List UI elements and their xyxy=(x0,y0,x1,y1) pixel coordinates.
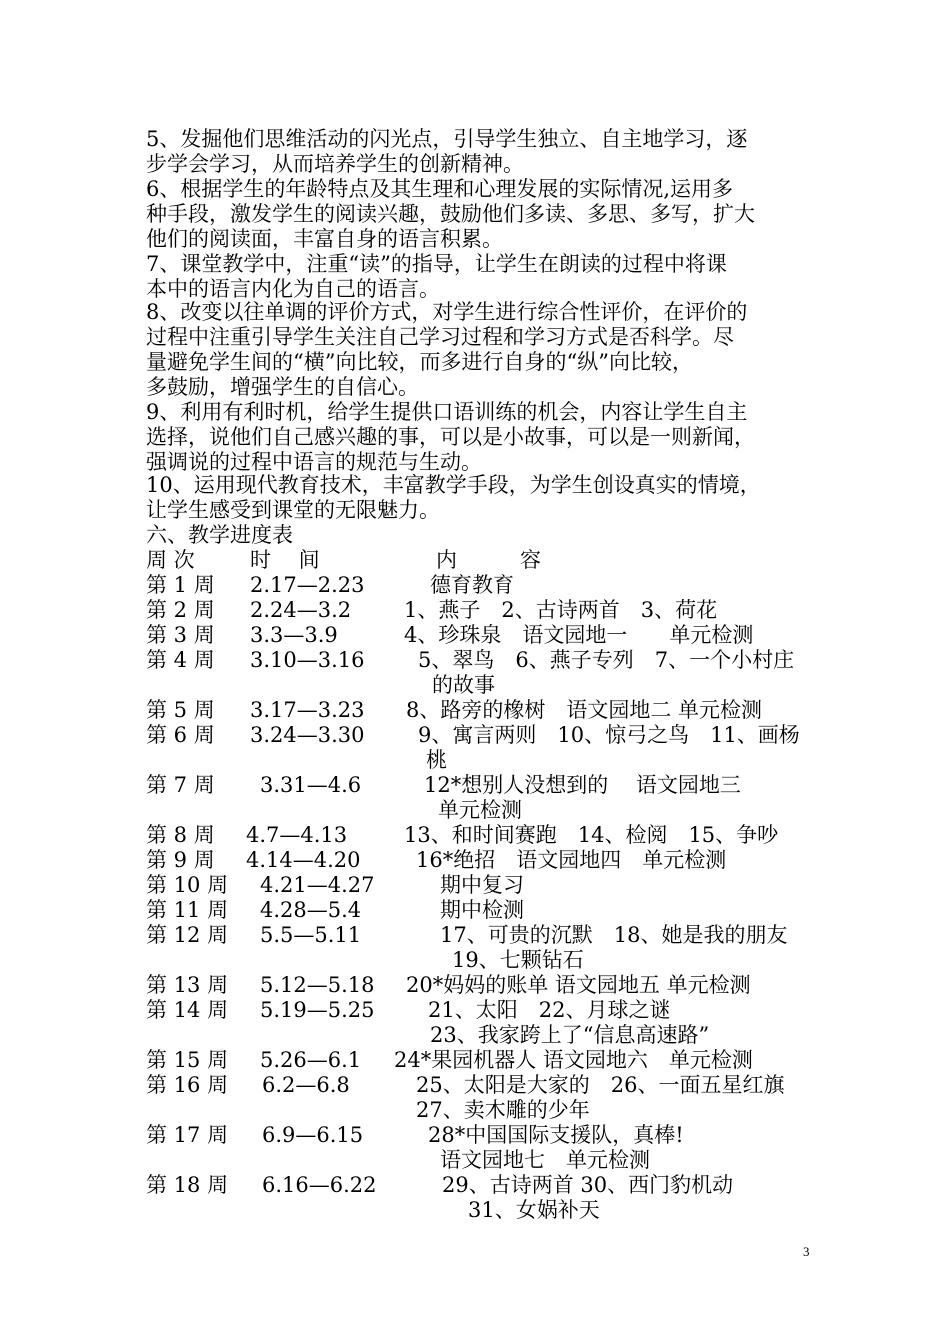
content-cell: 期中复习 xyxy=(440,873,524,897)
text-line: 多鼓励，增强学生的自信心。 xyxy=(146,375,419,399)
paragraph-9 xyxy=(146,400,810,475)
content-line: 19、七颗钻石 xyxy=(452,948,584,972)
time-cell: 5.19—5.25 xyxy=(260,998,375,1022)
content-line: 28*中国国际支援队，真棒! xyxy=(428,1123,684,1147)
week-cell: 第 1 周 xyxy=(146,573,215,597)
schedule-row xyxy=(146,723,826,773)
week-cell: 第 15 周 xyxy=(146,1048,229,1072)
text-line: 量避免学生间的“横”向比较，而多进行自身的“纵”向比较， xyxy=(146,350,693,374)
text-line: 种手段，激发学生的阅读兴趣，鼓励他们多读、多思、多写，扩大 xyxy=(146,202,755,226)
schedule-row xyxy=(146,648,826,698)
schedule-row xyxy=(146,1173,826,1223)
content-line: 31、女娲补天 xyxy=(468,1198,600,1222)
schedule-row xyxy=(146,773,826,823)
content-cell xyxy=(418,648,794,698)
content-cell: 8、路旁的橡树 语文园地二 单元检测 xyxy=(406,698,763,722)
content-line: 单元检测 xyxy=(438,798,522,822)
week-cell: 第 3 周 xyxy=(146,623,215,647)
week-cell: 第 7 周 xyxy=(146,773,215,797)
week-cell: 第 4 周 xyxy=(146,648,215,672)
header-content: 内 容 xyxy=(436,548,541,572)
paragraph-5 xyxy=(146,127,810,177)
week-cell: 第 11 周 xyxy=(146,898,229,922)
schedule-row xyxy=(146,1048,826,1073)
content-line: 21、太阳 22、月球之谜 xyxy=(428,998,671,1022)
content-cell: 期中检测 xyxy=(440,898,524,922)
header-week: 周 次 xyxy=(146,548,195,572)
content-line: 桃 xyxy=(426,748,447,772)
time-cell: 3.24—3.30 xyxy=(250,723,365,747)
schedule-row xyxy=(146,873,826,898)
text-line: 10、运用现代教育技术，丰富教学手段，为学生创设真实的情境， xyxy=(146,473,761,497)
paragraph-7 xyxy=(146,252,810,302)
time-cell: 3.31—4.6 xyxy=(260,773,362,797)
time-cell: 5.12—5.18 xyxy=(260,973,375,997)
text-line: 7、课堂教学中，注重“读”的指导，让学生在朗读的过程中将课 xyxy=(146,252,727,276)
schedule-row xyxy=(146,923,826,973)
content-line: 9、寓言两则 10、惊弓之鸟 11、画杨 xyxy=(418,723,800,747)
schedule-row xyxy=(146,973,826,998)
time-cell: 4.7—4.13 xyxy=(246,823,348,847)
content-line: 29、古诗两首 30、西门豹机动 xyxy=(442,1173,734,1197)
week-cell: 第 16 周 xyxy=(146,1073,229,1097)
content-cell xyxy=(442,1173,733,1223)
schedule-row xyxy=(146,848,826,873)
time-cell: 2.24—3.2 xyxy=(250,598,352,622)
text-line: 8、改变以往单调的评价方式，对学生进行综合性评价，在评价的 xyxy=(146,300,748,324)
text-line: 强调说的过程中语言的规范与生动。 xyxy=(146,450,482,474)
content-cell: 20*妈妈的账单 语文园地五 单元检测 xyxy=(406,973,751,997)
time-cell: 2.17—2.23 xyxy=(250,573,365,597)
content-line: 的故事 xyxy=(432,673,495,697)
text-line: 6、根据学生的年龄特点及其生理和心理发展的实际情况,运用多 xyxy=(146,177,734,201)
time-cell: 3.3—3.9 xyxy=(250,623,338,647)
week-cell: 第 18 周 xyxy=(146,1173,229,1197)
schedule-row xyxy=(146,573,826,598)
paragraph-6 xyxy=(146,177,810,252)
page-number: 3 xyxy=(803,1244,810,1259)
time-cell: 4.14—4.20 xyxy=(246,848,361,872)
schedule-row xyxy=(146,823,826,848)
text-line: 他们的阅读面，丰富自身的语言积累。 xyxy=(146,227,503,251)
time-cell: 6.9—6.15 xyxy=(262,1123,364,1147)
header-time: 时 间 xyxy=(250,548,320,572)
time-cell: 3.10—3.16 xyxy=(250,648,365,672)
content-line: 5、翠鸟 6、燕子专列 7、一个小村庄 xyxy=(418,648,795,672)
schedule-row xyxy=(146,1123,826,1173)
paragraph-8 xyxy=(146,300,810,400)
text-line: 步学会学习，从而培养学生的创新精神。 xyxy=(146,152,524,176)
content-cell: 16*绝招 语文园地四 单元检测 xyxy=(416,848,727,872)
time-cell: 3.17—3.23 xyxy=(250,698,365,722)
text-line: 9、利用有利时机，给学生提供口语训练的机会，内容让学生自主 xyxy=(146,400,748,424)
content-cell xyxy=(416,1073,784,1123)
schedule-row xyxy=(146,598,826,623)
schedule-row xyxy=(146,998,826,1048)
time-cell: 6.2—6.8 xyxy=(262,1073,350,1097)
content-cell xyxy=(428,1123,684,1173)
time-cell: 6.16—6.22 xyxy=(262,1173,377,1197)
text-line: 5、发掘他们思维活动的闪光点，引导学生独立、自主地学习，逐 xyxy=(146,127,748,151)
text-line: 过程中注重引导学生关注自己学习过程和学习方式是否科学。尽 xyxy=(146,325,734,349)
week-cell: 第 2 周 xyxy=(146,598,215,622)
content-cell: 4、珍珠泉 语文园地一 单元检测 xyxy=(404,623,754,647)
text-line: 本中的语言内化为自己的语言。 xyxy=(146,277,440,301)
section-heading: 六、教学进度表 xyxy=(146,523,293,547)
content-cell: 德育教育 xyxy=(430,573,514,597)
text-line: 选择，说他们自己感兴趣的事，可以是小故事，可以是一则新闻， xyxy=(146,425,755,449)
text-line: 让学生感受到课堂的无限魅力。 xyxy=(146,498,440,522)
week-cell: 第 6 周 xyxy=(146,723,215,747)
time-cell: 5.5—5.11 xyxy=(260,923,362,947)
content-line: 27、卖木雕的少年 xyxy=(416,1098,590,1122)
content-cell xyxy=(440,923,787,973)
week-cell: 第 8 周 xyxy=(146,823,215,847)
schedule-row xyxy=(146,698,826,723)
week-cell: 第 14 周 xyxy=(146,998,229,1022)
week-cell: 第 9 周 xyxy=(146,848,215,872)
content-cell xyxy=(418,723,800,773)
week-cell: 第 10 周 xyxy=(146,873,229,897)
content-cell xyxy=(420,998,709,1048)
schedule-table xyxy=(146,548,826,1223)
content-cell: 24*果园机器人 语文园地六 单元检测 xyxy=(394,1048,753,1072)
content-line: 语文园地七 单元检测 xyxy=(440,1148,650,1172)
schedule-header-row xyxy=(146,548,826,573)
content-cell: 13、和时间赛跑 14、检阅 15、争吵 xyxy=(404,823,779,847)
week-cell: 第 5 周 xyxy=(146,698,215,722)
content-cell xyxy=(424,773,741,823)
schedule-row xyxy=(146,1073,826,1123)
content-line: 23、我家跨上了“信息高速路” xyxy=(430,1023,710,1047)
paragraph-10 xyxy=(146,473,810,523)
time-cell: 4.28—5.4 xyxy=(260,898,362,922)
week-cell: 第 17 周 xyxy=(146,1123,229,1147)
schedule-row xyxy=(146,623,826,648)
week-cell: 第 12 周 xyxy=(146,923,229,947)
time-cell: 5.26—6.1 xyxy=(260,1048,362,1072)
content-line: 25、太阳是大家的 26、一面五星红旗 xyxy=(416,1073,785,1097)
schedule-row xyxy=(146,898,826,923)
content-cell: 1、燕子 2、古诗两首 3、荷花 xyxy=(404,598,718,622)
time-cell: 4.21—4.27 xyxy=(260,873,375,897)
week-cell: 第 13 周 xyxy=(146,973,229,997)
content-line: 17、可贵的沉默 18、她是我的朋友 xyxy=(440,923,788,947)
content-line: 12*想别人没想到的 语文园地三 xyxy=(424,773,741,797)
